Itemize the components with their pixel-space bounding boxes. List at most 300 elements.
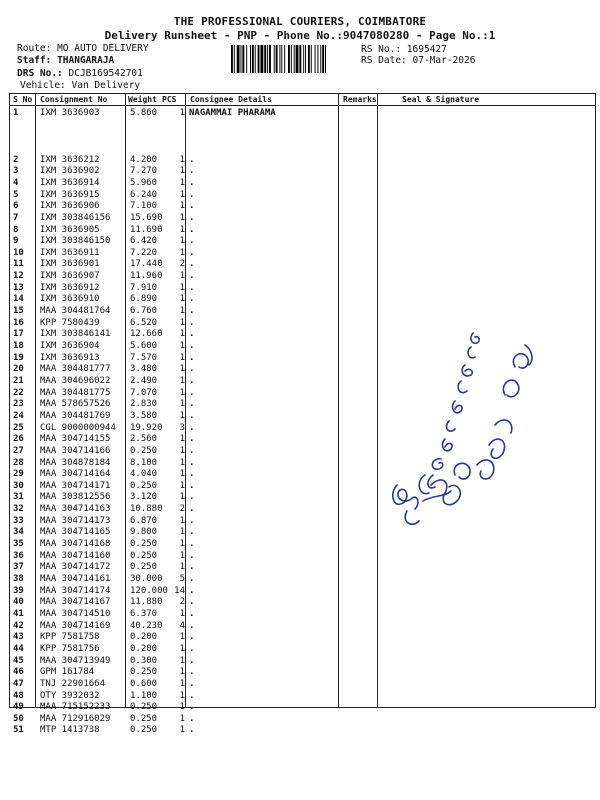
row-pcs: 1	[179, 282, 185, 293]
row-sno: 6	[13, 201, 19, 212]
row-consignee-details: .	[189, 341, 195, 351]
row-sno: 8	[13, 224, 19, 235]
row-weight: 5.600	[130, 341, 158, 351]
row-consignee-details: NAGAMMAI PHARAMA	[189, 108, 276, 118]
header-divider	[10, 105, 595, 106]
row-weight: 5.960	[130, 177, 158, 188]
staff-label: Staff:	[17, 55, 52, 66]
row-consignee-details: .	[189, 306, 195, 317]
row-weight: 7.910	[130, 282, 158, 293]
row-pcs: 1	[179, 410, 185, 421]
row-consignment-no: IXM 3636914	[40, 177, 100, 188]
row-consignment-no: MAA 304713949	[40, 655, 111, 666]
row-consignee-details: .	[189, 329, 195, 340]
row-weight: 11.690	[130, 224, 163, 235]
row-pcs: 5	[179, 574, 185, 584]
row-sno: 25	[13, 422, 24, 433]
row-consignment-no: MAA 304714164	[40, 469, 111, 480]
row-sno: 20	[13, 364, 24, 375]
row-sno: 7	[13, 212, 19, 223]
table-row	[10, 108, 597, 119]
table-row	[10, 725, 597, 736]
row-pcs: 1	[179, 713, 185, 724]
row-sno: 26	[13, 434, 24, 445]
company-title: THE PROFESSIONAL COURIERS, COIMBATORE	[173, 15, 427, 28]
row-consignment-no: IXM 3636212	[40, 154, 100, 165]
row-pcs: 2	[179, 504, 185, 515]
row-consignee-details: .	[189, 154, 195, 165]
row-weight: 2.490	[130, 375, 158, 386]
route-line	[17, 43, 149, 54]
row-consignee-details: .	[189, 702, 195, 713]
row-weight: 6.370	[130, 608, 158, 619]
col-header-pcs: PCS	[162, 95, 177, 104]
row-pcs: 14	[174, 585, 185, 596]
row-pcs: 1	[179, 678, 185, 689]
row-weight: 6.240	[130, 189, 158, 200]
row-weight: 0.300	[130, 655, 158, 666]
row-consignment-no: MAA 304481764	[40, 306, 111, 317]
row-sno: 3	[13, 166, 19, 177]
table-row	[10, 562, 597, 573]
drs-value: DCJB169542701	[68, 68, 143, 79]
table-row	[10, 656, 597, 667]
row-consignee-details: .	[189, 387, 195, 398]
row-sno: 19	[13, 352, 24, 363]
row-pcs: 1	[179, 364, 185, 375]
row-consignment-no: IXM 3636910	[40, 294, 100, 305]
row-pcs: 1	[179, 608, 185, 619]
table-row	[10, 597, 597, 608]
col-header-sno: S No	[13, 95, 33, 104]
row-weight: 30.000	[130, 574, 163, 584]
row-sno: 2	[13, 154, 19, 165]
row-pcs: 1	[179, 515, 185, 526]
row-sno: 35	[13, 539, 24, 550]
row-sno: 37	[13, 562, 24, 573]
row-sno: 49	[13, 702, 24, 713]
row-consignee-details: .	[189, 294, 195, 305]
row-weight: 40.230	[130, 620, 163, 631]
row-pcs: 1	[179, 667, 185, 678]
row-consignment-no: MAA 304714167	[40, 597, 111, 608]
table-row	[10, 283, 597, 294]
signature-scrawl	[385, 325, 545, 535]
row-pcs: 1	[179, 212, 185, 223]
row-pcs: 1	[179, 177, 185, 188]
row-pcs: 1	[179, 562, 185, 573]
row-weight: 4.200	[130, 154, 158, 165]
barcode-image	[230, 45, 358, 73]
row-pcs: 1	[179, 702, 185, 713]
row-weight: 3.120	[130, 492, 158, 503]
row-weight: 2.560	[130, 434, 158, 445]
table-row	[10, 248, 597, 259]
row-weight: 8.100	[130, 457, 158, 468]
row-consignee-details: .	[189, 224, 195, 235]
row-consignee-details: .	[189, 282, 195, 293]
table-row	[10, 178, 597, 189]
row-pcs: 1	[179, 492, 185, 503]
row-weight: 3.480	[130, 364, 158, 375]
row-pcs: 1	[179, 201, 185, 212]
row-consignee-details: .	[189, 166, 195, 177]
row-pcs: 1	[179, 725, 185, 736]
vehicle-label: Vehicle:	[20, 80, 66, 91]
row-consignment-no: IXM 3636907	[40, 271, 100, 282]
rs-no-value: 1695427	[406, 44, 447, 55]
row-consignment-no: MAA 304714173	[40, 515, 111, 526]
row-consignment-no: IXM 3636903	[40, 108, 100, 118]
row-sno: 27	[13, 445, 24, 456]
row-sno: 30	[13, 480, 24, 491]
row-consignee-details: .	[189, 562, 195, 573]
row-pcs: 1	[179, 539, 185, 550]
row-consignment-no: OTY 3932032	[40, 690, 100, 701]
row-consignment-no: MAA 304714174	[40, 585, 111, 596]
row-pcs: 1	[179, 341, 185, 351]
route-value: MO AUTO DELIVERY	[57, 43, 149, 54]
row-consignment-no: MAA 304481777	[40, 364, 111, 375]
row-weight: 7.070	[130, 387, 158, 398]
rs-no-label: RS No.:	[361, 44, 402, 55]
row-sno: 17	[13, 329, 24, 340]
row-consignment-no: KPP 7581758	[40, 632, 100, 643]
row-consignment-no: MAA 304714163	[40, 504, 111, 515]
row-sno: 33	[13, 515, 24, 526]
row-sno: 45	[13, 655, 24, 666]
row-sno: 36	[13, 550, 24, 561]
row-pcs: 1	[179, 306, 185, 317]
table-row	[10, 586, 597, 597]
row-consignment-no: MAA 578657526	[40, 399, 111, 410]
table-row	[10, 551, 597, 562]
row-sno: 50	[13, 713, 24, 724]
table-row	[10, 679, 597, 690]
row-consignee-details: .	[189, 317, 195, 328]
row-weight: 0.250	[130, 480, 158, 491]
row-pcs: 3	[179, 422, 185, 433]
row-consignment-no: MAA 304714172	[40, 562, 111, 573]
row-consignee-details: .	[189, 410, 195, 421]
table-row	[10, 691, 597, 702]
row-consignee-details: .	[189, 189, 195, 200]
row-consignee-details: .	[189, 480, 195, 491]
row-consignee-details: .	[189, 469, 195, 480]
row-pcs: 1	[179, 375, 185, 386]
row-sno: 5	[13, 189, 19, 200]
row-consignee-details: .	[189, 585, 195, 596]
row-pcs: 1	[179, 550, 185, 561]
row-consignee-details: .	[189, 515, 195, 526]
row-consignment-no: MAA 715152233	[40, 702, 111, 713]
table-row	[10, 306, 597, 317]
row-consignment-no: IXM 3636901	[40, 259, 100, 270]
rs-info	[361, 44, 475, 66]
table-row	[10, 702, 597, 713]
table-row	[10, 667, 597, 678]
row-consignee-details: .	[189, 667, 195, 678]
drs-label: DRS No.:	[17, 68, 63, 79]
table-row	[10, 609, 597, 620]
row-sno: 51	[13, 725, 24, 736]
row-consignment-no: MTP 1413738	[40, 725, 100, 736]
row-consignment-no: IXM 3636915	[40, 189, 100, 200]
row-consignee-details: .	[189, 678, 195, 689]
row-consignment-no: MAA 304714161	[40, 574, 111, 584]
row-sno: 44	[13, 643, 24, 654]
row-weight: 6.420	[130, 236, 158, 247]
row-sno: 31	[13, 492, 24, 503]
row-consignee-details: .	[189, 608, 195, 619]
table-row	[10, 213, 597, 224]
row-weight: 17.440	[130, 259, 163, 270]
row-weight: 7.270	[130, 166, 158, 177]
row-consignment-no: MAA 712916029	[40, 713, 111, 724]
row-weight: 2.830	[130, 399, 158, 410]
row-sno: 9	[13, 236, 19, 247]
row-pcs: 1	[179, 294, 185, 305]
col-header-weight: Weight	[128, 95, 157, 104]
row-consignment-no: MAA 304696022	[40, 375, 111, 386]
table-row	[10, 166, 597, 177]
row-pcs: 1	[179, 271, 185, 282]
row-consignment-no: MAA 304714168	[40, 539, 111, 550]
row-weight: 7.220	[130, 247, 158, 258]
row-sno: 13	[13, 282, 24, 293]
col-header-remarks: Remarks	[343, 95, 377, 104]
row-sno: 24	[13, 410, 24, 421]
table-row	[10, 259, 597, 270]
row-consignee-details: .	[189, 445, 195, 456]
row-consignment-no: IXM 3636905	[40, 224, 100, 235]
row-consignee-details: .	[189, 690, 195, 701]
row-consignment-no: IXM 3636911	[40, 247, 100, 258]
row-pcs: 1	[179, 480, 185, 491]
row-consignment-no: IXM 3636912	[40, 282, 100, 293]
col-header-consignee: Consignee Details	[190, 95, 272, 104]
row-weight: 0.200	[130, 643, 158, 654]
row-consignee-details: .	[189, 492, 195, 503]
row-weight: 0.200	[130, 632, 158, 643]
row-sno: 32	[13, 504, 24, 515]
row-sno: 41	[13, 608, 24, 619]
row-consignee-details: .	[189, 375, 195, 386]
row-pcs: 1	[179, 329, 185, 340]
row-consignee-details: .	[189, 399, 195, 410]
table-row	[10, 155, 597, 166]
vehicle-line	[20, 80, 140, 91]
row-sno: 46	[13, 667, 24, 678]
row-pcs: 1	[179, 399, 185, 410]
row-consignment-no: IXM 303846141	[40, 329, 111, 340]
row-consignment-no: MAA 304481775	[40, 387, 111, 398]
row-consignment-no: MAA 304481769	[40, 410, 111, 421]
rs-date-value: 07-Mar-2026	[412, 55, 476, 66]
row-consignee-details: .	[189, 457, 195, 468]
row-pcs: 1	[179, 690, 185, 701]
row-pcs: 1	[179, 387, 185, 398]
row-consignee-details: .	[189, 352, 195, 363]
row-sno: 43	[13, 632, 24, 643]
row-consignee-details: .	[189, 247, 195, 258]
row-weight: 15.690	[130, 212, 163, 223]
row-sno: 16	[13, 317, 24, 328]
row-consignment-no: MAA 304878184	[40, 457, 111, 468]
row-weight: 120.000	[130, 585, 168, 596]
table-row	[10, 190, 597, 201]
row-consignment-no: CGL 9000000944	[40, 422, 116, 433]
row-weight: 0.600	[130, 678, 158, 689]
row-weight: 1.100	[130, 690, 158, 701]
row-sno: 34	[13, 527, 24, 538]
row-consignment-no: IXM 3636906	[40, 201, 100, 212]
table-row	[10, 621, 597, 632]
row-weight: 11.960	[130, 271, 163, 282]
row-pcs: 1	[179, 352, 185, 363]
row-consignment-no: MAA 304714166	[40, 445, 111, 456]
row-consignee-details: .	[189, 527, 195, 538]
rs-date-line	[361, 55, 475, 66]
row-consignment-no: MAA 304714165	[40, 527, 111, 538]
row-weight: 0.250	[130, 562, 158, 573]
row-pcs: 1	[179, 469, 185, 480]
row-consignee-details: .	[189, 504, 195, 515]
row-pcs: 1	[179, 445, 185, 456]
row-consignee-details: .	[189, 212, 195, 223]
row-consignee-details: .	[189, 539, 195, 550]
row-weight: 6.520	[130, 317, 158, 328]
row-weight: 0.250	[130, 702, 158, 713]
row-pcs: 1	[179, 108, 185, 118]
row-sno: 29	[13, 469, 24, 480]
vehicle-value: Van Delivery	[71, 80, 141, 91]
table-row	[10, 225, 597, 236]
row-pcs: 1	[179, 527, 185, 538]
row-sno: 48	[13, 690, 24, 701]
row-weight: 5.860	[130, 108, 158, 118]
table-row	[10, 574, 597, 585]
row-weight: 0.250	[130, 713, 158, 724]
row-weight: 11.880	[130, 597, 163, 608]
row-consignment-no: MAA 304714510	[40, 608, 111, 619]
row-sno: 22	[13, 387, 24, 398]
row-pcs: 2	[179, 259, 185, 270]
row-weight: 0.250	[130, 539, 158, 550]
row-weight: 19.920	[130, 422, 163, 433]
row-sno: 1	[13, 108, 19, 118]
staff-value: THANGARAJA	[57, 55, 115, 66]
rs-date-label: RS Date:	[361, 55, 407, 66]
row-weight: 6.760	[130, 306, 158, 317]
table-row	[10, 644, 597, 655]
row-sno: 23	[13, 399, 24, 410]
row-pcs: 1	[179, 457, 185, 468]
row-consignee-details: .	[189, 713, 195, 724]
row-pcs: 1	[179, 317, 185, 328]
row-sno: 39	[13, 585, 24, 596]
row-consignee-details: .	[189, 236, 195, 247]
row-consignee-details: .	[189, 259, 195, 270]
row-consignment-no: IXM 303846156	[40, 212, 111, 223]
row-weight: 0.250	[130, 445, 158, 456]
row-sno: 40	[13, 597, 24, 608]
row-weight: 9.800	[130, 527, 158, 538]
table-row	[10, 236, 597, 247]
row-weight: 10.880	[130, 504, 163, 515]
row-sno: 14	[13, 294, 24, 305]
row-pcs: 1	[179, 189, 185, 200]
row-sno: 18	[13, 341, 24, 351]
row-weight: 0.250	[130, 725, 158, 736]
row-consignee-details: .	[189, 597, 195, 608]
row-pcs: 1	[179, 247, 185, 258]
row-consignee-details: .	[189, 177, 195, 188]
col-header-consignment: Consignment No	[40, 95, 108, 104]
rs-no-line	[361, 44, 475, 55]
row-consignment-no: MAA 303812556	[40, 492, 111, 503]
row-consignment-no: MAA 304714171	[40, 480, 111, 491]
row-consignment-no: KPP 7581756	[40, 643, 100, 654]
row-consignee-details: .	[189, 655, 195, 666]
row-consignment-no: IXM 3636902	[40, 166, 100, 177]
row-pcs: 1	[179, 236, 185, 247]
row-sno: 28	[13, 457, 24, 468]
runsheet-subtitle: Delivery Runsheet - PNP - Phone No.:9047080280 - Page No.:1	[104, 29, 496, 42]
row-sno: 47	[13, 678, 24, 689]
row-sno: 10	[13, 247, 24, 258]
row-consignee-details: .	[189, 201, 195, 212]
row-sno: 21	[13, 375, 24, 386]
row-pcs: 1	[179, 154, 185, 165]
row-weight: 0.250	[130, 550, 158, 561]
row-consignment-no: TNJ 22901664	[40, 678, 106, 689]
route-label: Route:	[17, 43, 52, 54]
table-row	[10, 539, 597, 550]
row-consignee-details: .	[189, 620, 195, 631]
row-pcs: 1	[179, 434, 185, 445]
row-pcs: 2	[179, 597, 185, 608]
row-sno: 15	[13, 306, 24, 317]
row-weight: 7.100	[130, 201, 158, 212]
row-pcs: 1	[179, 166, 185, 177]
col-header-seal-signature: Seal & Signature	[402, 95, 480, 104]
row-consignee-details: .	[189, 550, 195, 561]
row-sno: 4	[13, 177, 19, 188]
row-consignee-details: .	[189, 364, 195, 375]
row-consignee-details: .	[189, 725, 195, 736]
row-weight: 12.660	[130, 329, 163, 340]
row-weight: 0.250	[130, 667, 158, 678]
row-weight: 6.870	[130, 515, 158, 526]
table-row	[10, 201, 597, 212]
row-consignee-details: .	[189, 632, 195, 643]
row-sno: 11	[13, 259, 24, 270]
row-pcs: 1	[179, 655, 185, 666]
staff-line	[17, 55, 114, 66]
row-pcs: 1	[179, 632, 185, 643]
row-weight: 3.580	[130, 410, 158, 421]
row-consignment-no: MAA 304714155	[40, 434, 111, 445]
row-consignment-no: IXM 3636913	[40, 352, 100, 363]
row-pcs: 1	[179, 224, 185, 235]
row-weight: 4.040	[130, 469, 158, 480]
row-sno: 38	[13, 574, 24, 584]
row-sno: 42	[13, 620, 24, 631]
row-consignee-details: .	[189, 643, 195, 654]
table-row	[10, 294, 597, 305]
row-consignment-no: MAA 304714169	[40, 620, 111, 631]
